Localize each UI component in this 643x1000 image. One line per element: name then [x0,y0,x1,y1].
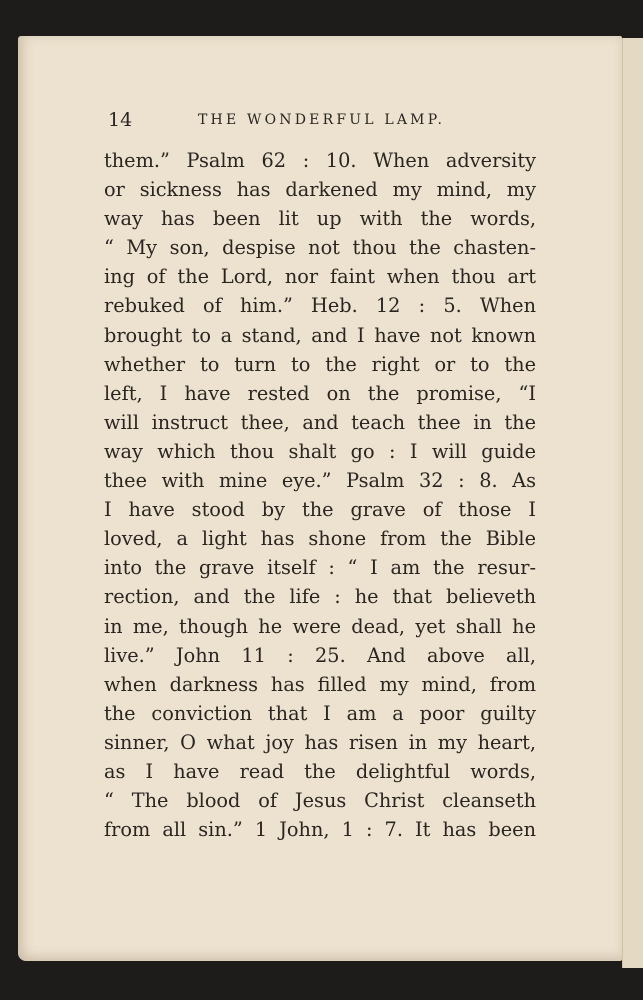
text-line: when darkness has filled my mind, from [104,672,536,696]
text-line: from all sin.” 1 John, 1 : 7. It has been [104,818,536,842]
text-line: the conviction that I am a poor guilty [104,701,536,725]
text-line: “ The blood of Jesus Christ cleanseth [104,789,536,813]
text-line: rection, and the life : he that believeth [104,585,536,609]
text-line: ing of the Lord, nor faint when thou art [104,265,536,289]
page-number: 14 [108,109,133,131]
text-line: loved, a light has shone from the Bible [104,527,536,551]
text-line: left, I have rested on the promise, “I [104,381,536,405]
text-line: way has been lit up with the words, [104,207,536,231]
text-line: whether to turn to the right or to the [104,352,536,376]
text-line: “ My son, despise not thou the chasten- [104,236,536,260]
body-text [104,146,536,844]
text-line: them.” Psalm 62 : 10. When adversity [104,149,536,172]
running-head [108,108,548,132]
text-line: thee with mine eye.” Psalm 32 : 8. As [104,469,536,493]
text-line: or sickness has darkened my mind, my [104,178,536,202]
text-line: as I have read the delightful words, [104,759,536,783]
text-line: rebuked of him.” Heb. 12 : 5. When [104,294,536,318]
facing-page-edge [622,38,643,968]
text-line: will instruct thee, and teach thee in the [104,410,536,434]
text-line: live.” John 11 : 25. And above all, [104,643,536,667]
running-title: THE WONDERFUL LAMP. [198,112,446,128]
text-line: sinner, O what joy has risen in my heart, [104,730,536,754]
text-line: way which thou shalt go : I will guide [104,439,536,463]
text-line: in me, though he were dead, yet shall he [104,614,536,638]
text-line: into the grave itself : “ I am the resur- [104,556,536,580]
text-line: I have stood by the grave of those I [104,498,536,522]
text-line: brought to a stand, and I have not known [104,323,536,347]
